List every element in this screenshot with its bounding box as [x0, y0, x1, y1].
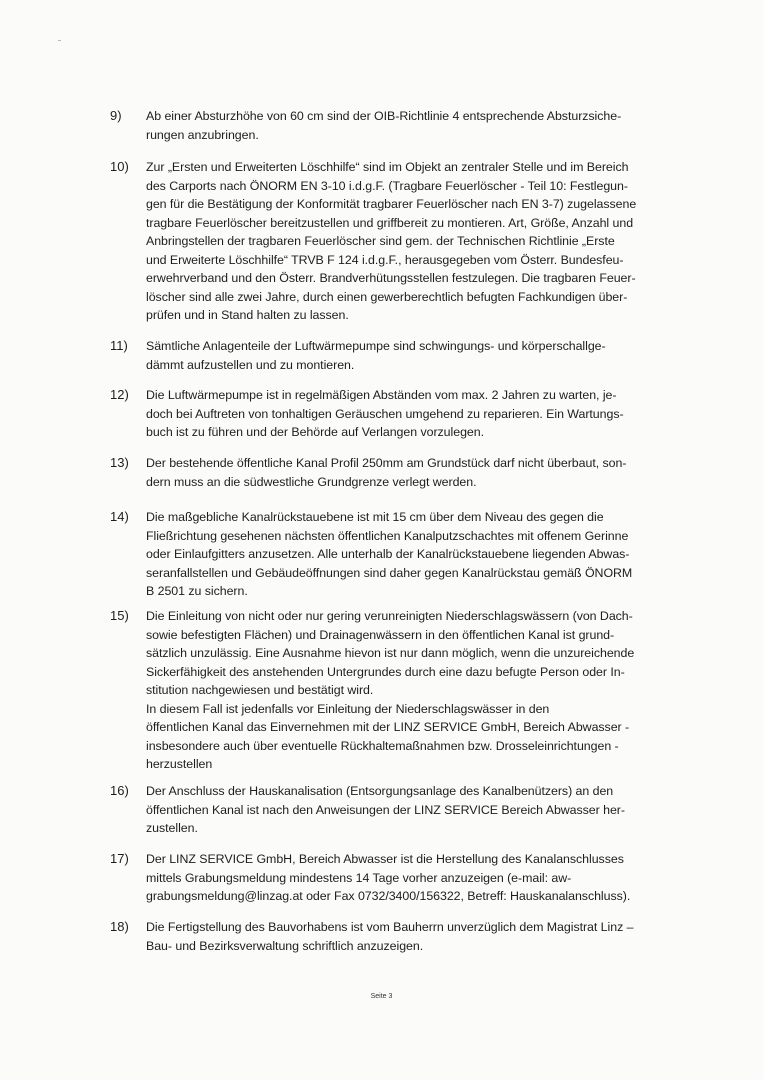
text-line: öffentlichen Kanal ist nach den Anweisungen der LINZ SERVICE Bereich Abwasser her- — [146, 802, 625, 817]
text-line: sowie befestigten Flächen) und Drainagenwässern in den öffentlichen Kanal ist grund- — [146, 627, 615, 642]
text-line: öffentlichen Kanal das Einvernehmen mit der LINZ SERVICE GmbH, Bereich Abwasser - — [146, 720, 630, 734]
text-line: Der Anschluss der Hauskanalisation (Entsorgungsanlage des Kanalbenützers) an den — [146, 784, 614, 798]
text-line: Sickerfähigkeit des anstehenden Untergrundes durch eine dazu befugte Person oder In- — [146, 664, 625, 679]
text-line: dern muss an die südwestliche Grundgrenze verlegt werden. — [146, 474, 477, 489]
text-line: seranfallstellen und Gebäudeöffnungen sind daher gegen Kanalrückstau gemäß ÖNORM — [146, 565, 633, 580]
text-line: In diesem Fall ist jedenfalls vor Einleitung der Niederschlagswässer in den — [146, 701, 550, 716]
item-text — [146, 107, 690, 144]
text-line: gen für die Bestätigung der Konformität tragbarer Feuerlöscher nach EN 3-7) zugelassene — [146, 197, 637, 211]
text-line: Sämtliche Anlagenteile der Luftwärmepumpe sind schwingungs- und körperschallge- — [146, 339, 606, 353]
item-number: 12) — [110, 387, 129, 402]
text-line: prüfen und in Stand halten zu lassen. — [146, 308, 349, 322]
text-line: Bau- und Bezirksverwaltung schriftlich anzuzeigen. — [146, 938, 424, 953]
text-line: Die Luftwärmepumpe ist in regelmäßigen Abständen vom max. 2 Jahren zu warten, je- — [146, 388, 617, 402]
item-text — [146, 508, 690, 601]
item-number: 16) — [110, 783, 129, 798]
text-line: rungen anzubringen. — [146, 127, 259, 142]
text-line: stitution nachgewiesen und bestätigt wird. — [146, 683, 374, 697]
item-text — [146, 850, 690, 906]
item-text — [146, 386, 690, 442]
text-line: B 2501 zu sichern. — [146, 584, 248, 598]
item-number: 18) — [110, 919, 129, 934]
item-number: 14) — [110, 509, 129, 524]
text-line: Ab einer Absturzhöhe von 60 cm sind der OIB-Richtlinie 4 entsprechende Absturzsiche- — [146, 109, 622, 123]
item-number: 13) — [110, 455, 129, 470]
text-line: tragbare Feuerlöscher bereitzustellen und griffbereit zu montieren. Art, Größe, Anzahl und — [146, 215, 634, 230]
text-line: sätzlich unzulässig. Eine Ausnahme hievon ist nur dann möglich, wenn die unzureichende — [146, 646, 635, 660]
text-line: erwehrverband und den Österr. Brandverhütungsstellen festzulegen. Die tragbaren Feuer- — [146, 271, 636, 285]
text-line: herzustellen — [146, 757, 213, 771]
item-text — [146, 337, 690, 374]
item-number: 9) — [110, 108, 122, 123]
page-number: Seite 3 — [370, 993, 393, 1000]
text-line: Fließrichtung gesehenen nächsten öffentlichen Kanalputzschachtes mit offenem Gerinne — [146, 528, 629, 543]
item-text — [146, 918, 690, 955]
text-line: oder Einlaufgitters anzusetzen. Alle unterhalb der Kanalrückstauebene liegenden Abwas- — [146, 547, 630, 561]
text-line: löscher sind alle zwei Jahre, durch einen gewerberechtlich befugten Fachkundigen über- — [146, 289, 628, 304]
text-line: Der bestehende öffentliche Kanal Profil 250mm am Grundstück darf nicht überbaut, son- — [146, 456, 627, 470]
text-line: zustellen. — [146, 821, 198, 835]
text-line: Die Einleitung von nicht oder nur gering verunreinigten Niederschlagswässern (von Dach- — [146, 609, 633, 623]
text-line: des Carports nach ÖNORM EN 3-10 i.d.g.F. (Tragbare Feuerlöscher - Teil 10: Festlegun- — [146, 178, 628, 193]
text-line: insbesondere auch über eventuelle Rückhaltemaßnahmen bzw. Drosseleinrichtungen - — [146, 738, 619, 753]
text-line: doch bei Auftreten von tonhaltigen Geräuschen umgehend zu reparieren. Ein Wartungs- — [146, 406, 624, 421]
text-line: grabungsmeldung@linzag.at oder Fax 0732/3400/156322, Betreff: Hauskanalanschluss). — [146, 889, 631, 903]
text-line: Anbringstellen der tragbaren Feuerlöscher sind gem. der Technischen Richtlinie „Erste — [146, 234, 615, 248]
item-number: 17) — [110, 851, 129, 866]
scan-artifact — [58, 40, 61, 41]
text-line: Der LINZ SERVICE GmbH, Bereich Abwasser ist die Herstellung des Kanalanschlusses — [146, 852, 624, 866]
text-line: und Erweiterte Löschhilfe“ TRVB F 124 i.d.g.F., herausgegeben vom Österr. Bundesfeu- — [146, 252, 624, 267]
item-text — [146, 158, 690, 325]
text-line: Zur „Ersten und Erweiterten Löschhilfe“ sind im Objekt an zentraler Stelle und im Bereich — [146, 160, 629, 174]
text-line: mittels Grabungsmeldung mindestens 14 Tage vorher anzuzeigen (e-mail: aw- — [146, 870, 572, 885]
text-line: dämmt aufzustellen und zu montieren. — [146, 357, 355, 372]
item-text — [146, 782, 690, 838]
item-number: 11) — [110, 338, 128, 353]
text-line: buch ist zu führen und der Behörde auf Verlangen vorzulegen. — [146, 425, 484, 439]
text-line: Die maßgebliche Kanalrückstauebene ist mit 15 cm über dem Niveau des gegen die — [146, 510, 604, 524]
item-text — [146, 607, 690, 774]
item-number: 10) — [110, 159, 129, 174]
item-number: 15) — [110, 608, 129, 623]
text-line: Die Fertigstellung des Bauvorhabens ist vom Bauherrn unverzüglich dem Magistrat Linz – — [146, 920, 634, 934]
item-text — [146, 454, 690, 491]
